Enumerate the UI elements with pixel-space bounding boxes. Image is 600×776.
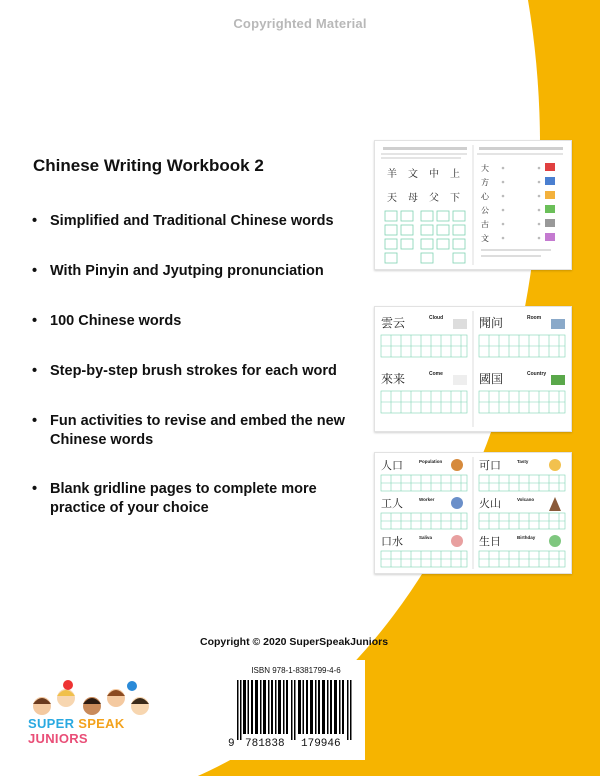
thumb-char: 來来 xyxy=(381,372,406,386)
thumb-char: 大 xyxy=(481,164,489,173)
isbn-text: ISBN 978-1-8381799-4-6 xyxy=(251,666,341,675)
thumb-char: 天 xyxy=(387,193,397,204)
feature-item: • Simplified and Traditional Chinese words xyxy=(32,213,334,229)
thumb-char: 父 xyxy=(429,193,439,204)
book-title: Chinese Writing Workbook 2 xyxy=(33,156,264,175)
thumb-label: Tasty xyxy=(517,459,529,464)
thumb-char: 文 xyxy=(408,169,418,180)
thumb-char: 國国 xyxy=(479,372,504,386)
feature-item: • Blank gridline pages to complete more practice of your choice xyxy=(32,481,317,516)
isbn-barcode xyxy=(227,660,365,760)
copyright-notice: Copyright © 2020 SuperSpeakJuniors xyxy=(200,636,389,648)
thumb-char: 生日 xyxy=(479,536,501,548)
thumb-label: Come xyxy=(429,371,443,377)
thumb-char: 上 xyxy=(450,169,460,180)
thumb-label: Birthday xyxy=(517,535,536,540)
thumb-char: 下 xyxy=(450,193,460,204)
thumb-char: 古 xyxy=(481,220,489,229)
barcode-digits-left: 781838 xyxy=(245,738,285,750)
thumb-char: 可口 xyxy=(479,460,501,472)
thumb-label: Worker xyxy=(419,497,435,502)
feature-item: • Step-by-step brush strokes for each word xyxy=(32,363,337,379)
thumb-label: Country xyxy=(527,371,547,377)
watermark: Copyrighted Material xyxy=(233,16,367,31)
thumb-label: Saliva xyxy=(419,535,433,540)
thumb-char: 文 xyxy=(481,234,489,243)
thumb-char: 人口 xyxy=(381,460,403,472)
feature-item: • Fun activities to revise and embed the new Chinese words xyxy=(32,413,345,448)
thumb-char: 羊 xyxy=(387,169,397,180)
thumb-char: 心 xyxy=(481,192,489,201)
thumb-char: 公 xyxy=(481,206,489,215)
thumb-char: 母 xyxy=(408,193,418,204)
thumb-char: 火山 xyxy=(479,498,501,510)
feature-item: • With Pinyin and Jyutping pronunciation xyxy=(32,263,324,279)
kids-faces-icon xyxy=(28,680,158,720)
thumb-label: Cloud xyxy=(429,315,444,321)
barcode-digit-first: 9 xyxy=(228,738,235,750)
thumb-char: 中 xyxy=(429,169,439,180)
thumb-char: 方 xyxy=(481,178,489,187)
barcode-digits-right: 179946 xyxy=(301,738,341,750)
activity-pages-illustration xyxy=(375,141,571,269)
thumb-label: Volcano xyxy=(517,497,535,502)
thumb-char: 口水 xyxy=(381,536,403,548)
superspeakjuniors-logo xyxy=(28,680,158,746)
logo-wordmark: SUPER SPEAK JUNIORS xyxy=(28,716,125,746)
barcode-bars xyxy=(237,680,357,740)
thumb-char: 聞问 xyxy=(479,316,504,330)
feature-item: • 100 Chinese words xyxy=(32,313,182,329)
sample-page-words-2 xyxy=(374,452,572,574)
sample-page-activities xyxy=(374,140,572,270)
thumb-label: Room xyxy=(527,315,542,321)
thumb-char: 雲云 xyxy=(381,316,406,330)
thumb-char: 工人 xyxy=(381,498,403,510)
sample-page-words xyxy=(374,306,572,432)
word-pages-illustration-2 xyxy=(375,453,571,573)
word-pages-illustration xyxy=(375,307,571,431)
thumb-label: Population xyxy=(419,459,443,464)
